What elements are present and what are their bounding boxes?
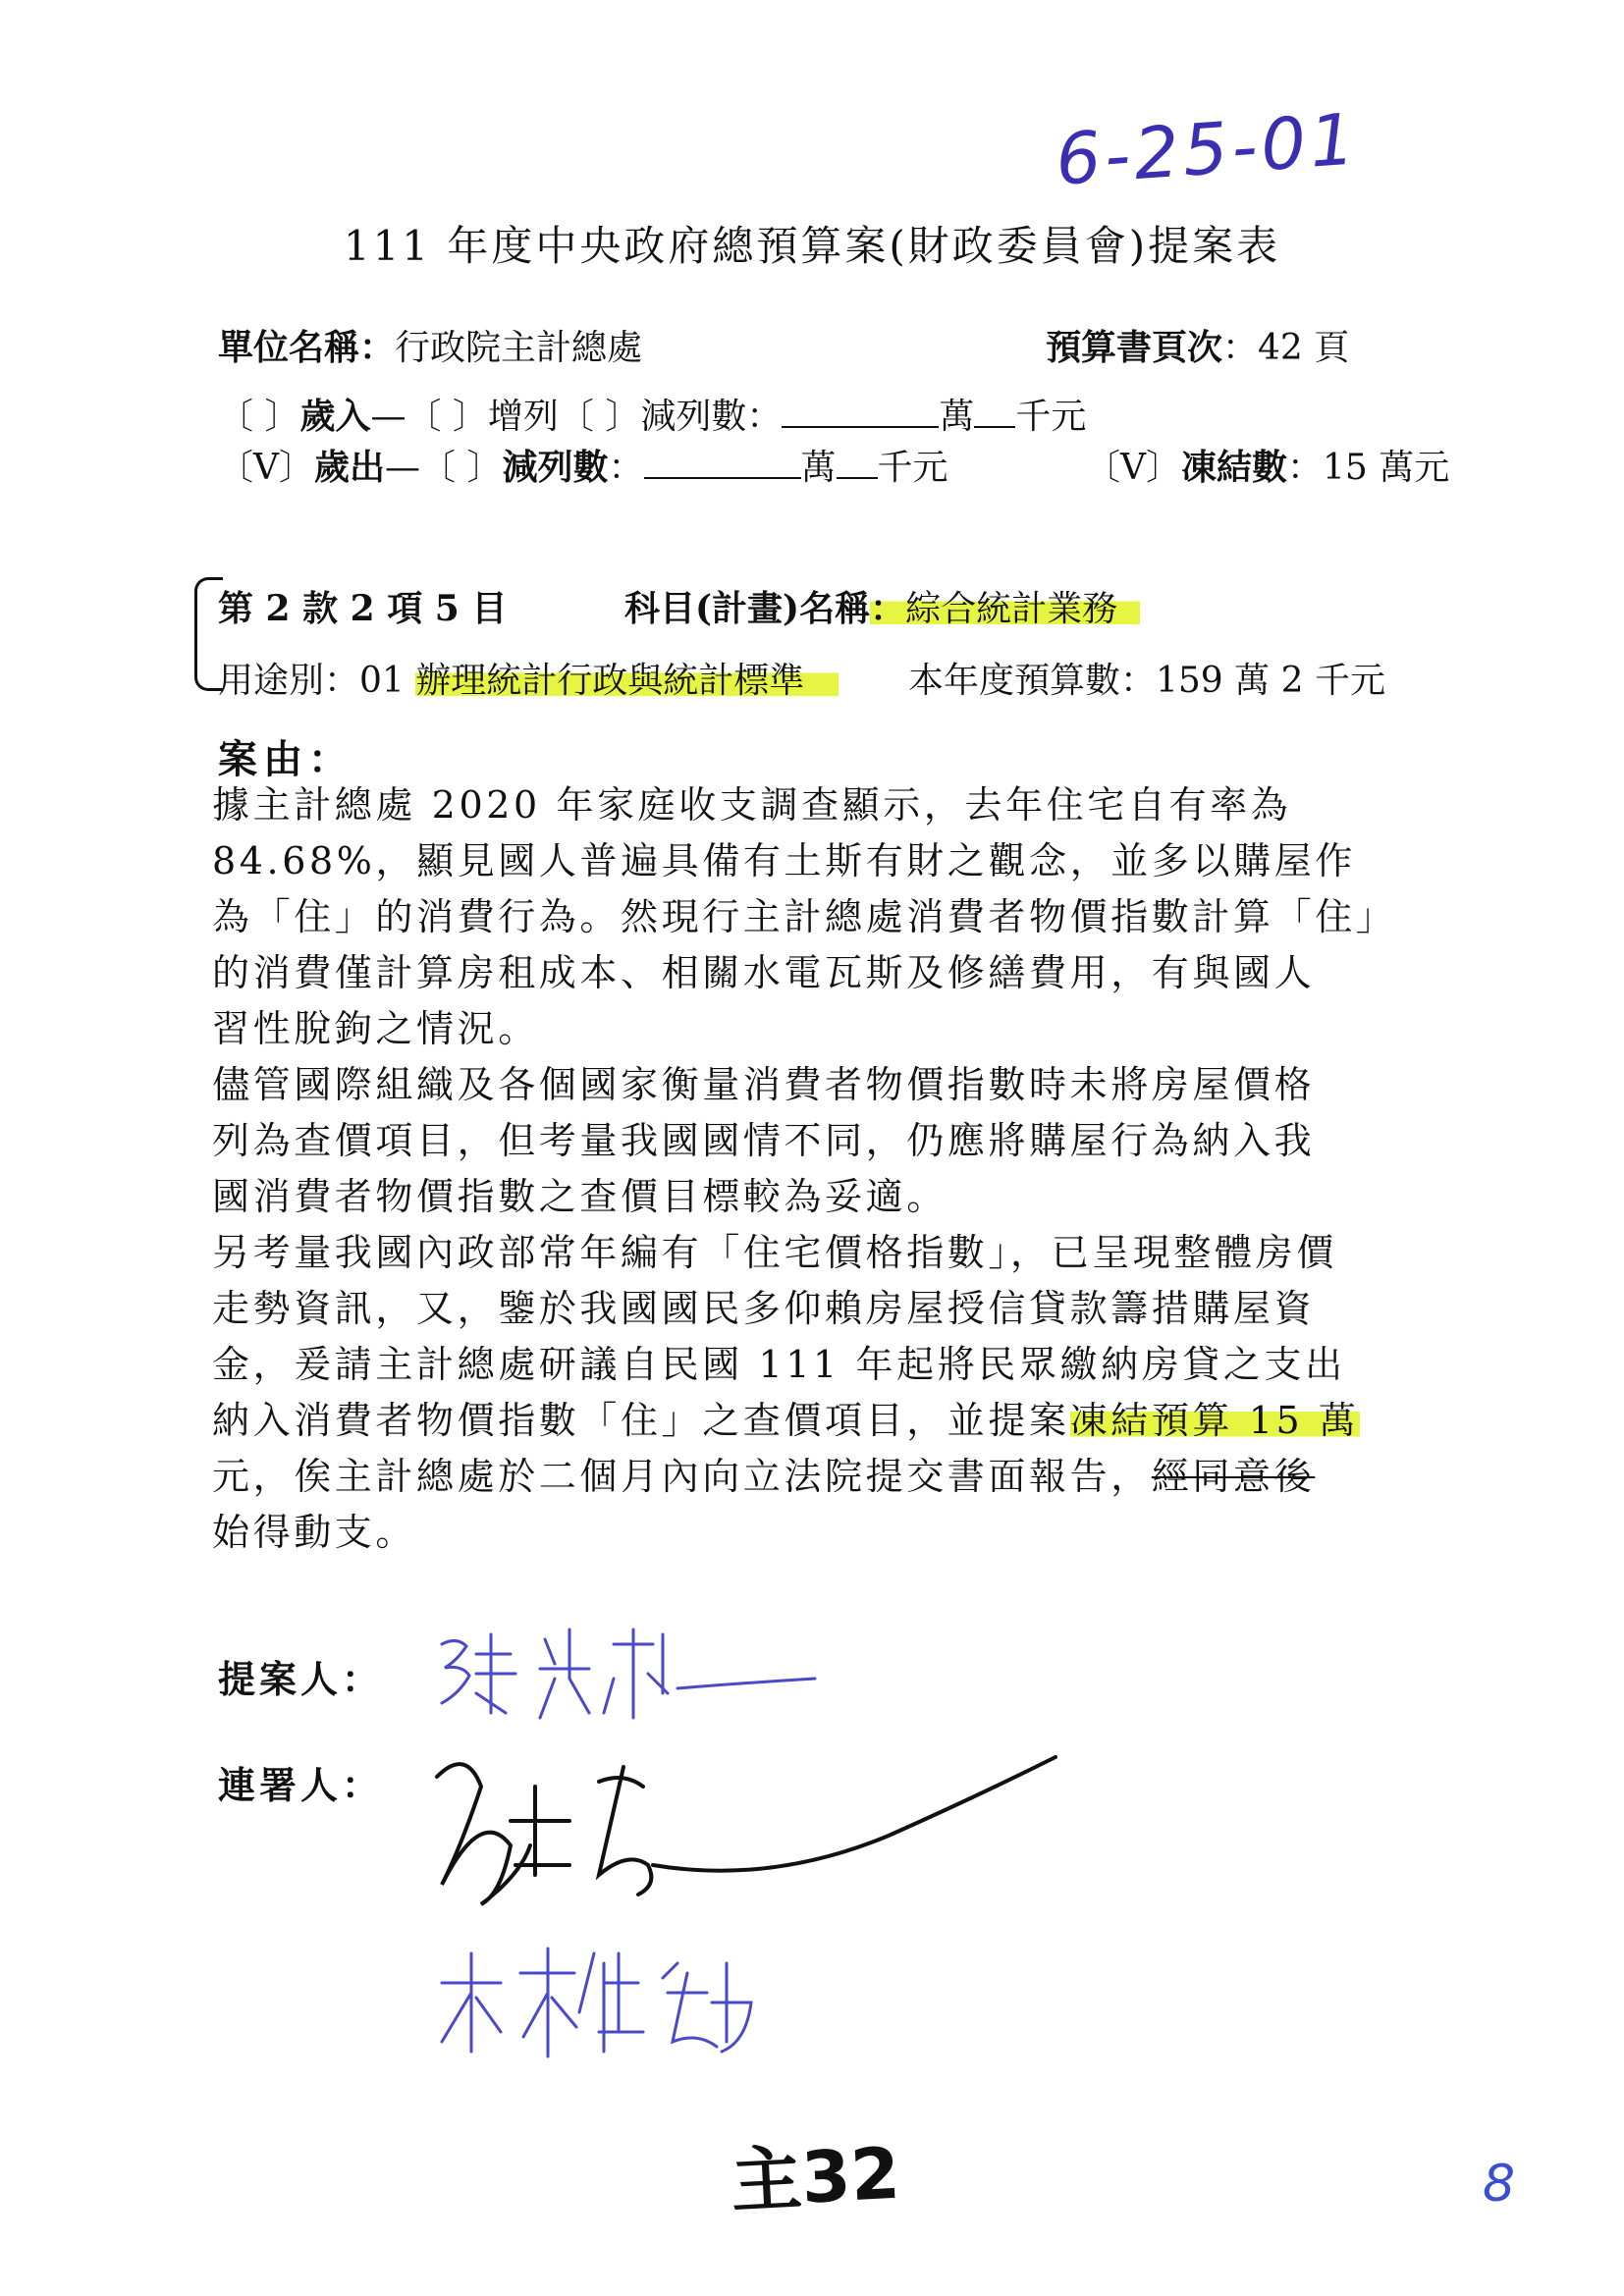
usage-row (218, 653, 839, 703)
freeze-row (1085, 440, 1449, 490)
proposer-label: 提案人： (218, 1657, 384, 1701)
usage-label: 用途別：01 (218, 661, 416, 701)
case-paragraph-3-part-b: 元，俟主計總處於二個月內向立法院提交書面報告， (212, 1455, 1152, 1498)
freeze-checkbox: 〔V〕 (1085, 448, 1181, 488)
case-paragraph-3-part-a: 另考量我國內政部常年編有「住宅價格指數」，已呈現整體房價 走勢資訊，又，鑒於我國國民多仰賴房屋授信貸款籌措購屋資 金，爰請主計總處研議自民國 111 年起將民眾繳納房貸之支出 納入消費者物價指數「住」之查價項目，並提案 (212, 1231, 1346, 1442)
unit-name-value: 行政院主計總處 (395, 328, 643, 368)
expense-option: —〔 〕 (385, 448, 503, 488)
revenue-options: —〔 〕增列〔 〕減列數： (370, 397, 783, 437)
cosigner-signature-2 (432, 1924, 785, 2081)
bottom-handwritten-code: 主32 (729, 2131, 902, 2223)
expense-label: 歲出 (314, 447, 386, 488)
revenue-checkbox: 〔 〕 (218, 397, 300, 437)
page-number: 8 (1483, 2155, 1516, 2214)
item-code: 第 2 款 2 項 5 目 (218, 588, 508, 629)
case-paragraph-3-part-c: 始得動支。 (212, 1511, 417, 1554)
revenue-qian-blank (974, 397, 1015, 428)
cosigner-signature-1 (417, 1728, 1065, 1914)
case-paragraph-3 (212, 1225, 1469, 1561)
freeze-label: 凍結數 (1181, 447, 1288, 488)
case-paragraph-1: 據主計總處 2020 年家庭收支調查顯示，去年住宅自有率為 84.68%，顯見國人普遍具備有土斯有財之觀念，並多以購屋作 為「住」的消費行為。然現行主計總處消費者物價指數計算「住」 的消費僅計算房租成本、相關水電瓦斯及修繕費用，有與國人 習性脫鉤之情況。 (212, 783, 1397, 1050)
expense-cut-label: 減列數 (502, 447, 609, 488)
expense-row (218, 440, 948, 490)
expense-checkbox: 〔V〕 (218, 448, 314, 488)
unit-name-row (218, 320, 642, 370)
case-heading: 案由： (218, 736, 353, 782)
usage-value: 辦理統計行政與統計標準 (415, 661, 805, 701)
revenue-qian: 千元 (1015, 397, 1087, 437)
expense-wan: 萬 (800, 448, 837, 488)
case-paragraph-2: 儘管國際組織及各個國家衡量消費者物價指數時未將房屋價格 列為查價項目，但考量我國國情不同，仍應將購屋行為納入我 國消費者物價指數之查價目標較為妥適。 (212, 1063, 1316, 1218)
unit-name-label: 單位名稱： (218, 327, 396, 368)
handwritten-stamp: 6-25-01 (1053, 97, 1362, 201)
revenue-label: 歲入 (299, 396, 371, 437)
budget-page-value: ：42 頁 (1222, 328, 1350, 368)
struck-phrase: 經同意後 (1151, 1455, 1316, 1498)
revenue-wan: 萬 (939, 397, 975, 437)
expense-qian: 千元 (877, 448, 948, 488)
subject-colon: ： (870, 588, 906, 629)
page-title: 111 年度中央政府總預算案(財政委員會)提案表 (343, 222, 1281, 270)
proposer-signature (422, 1610, 835, 1737)
subject-row (624, 581, 1140, 631)
freeze-value: ：15 萬元 (1287, 448, 1450, 488)
expense-wan-blank (644, 448, 801, 479)
revenue-wan-blank (782, 397, 939, 428)
expense-qian-blank (837, 448, 878, 479)
cosigner-label: 連署人： (218, 1763, 384, 1807)
subject-value: 綜合統計業務 (905, 589, 1118, 629)
revenue-row (218, 389, 1086, 439)
annual-budget: 本年度預算數：159 萬 2 千元 (908, 661, 1385, 701)
expense-colon: ： (608, 448, 644, 488)
budget-page-label: 預算書頁次 (1046, 327, 1223, 368)
subject-label: 科目(計畫)名稱 (624, 588, 871, 629)
freeze-amount-highlight: 凍結預算 15 萬 (1069, 1399, 1360, 1442)
budget-page-row (1046, 320, 1349, 370)
